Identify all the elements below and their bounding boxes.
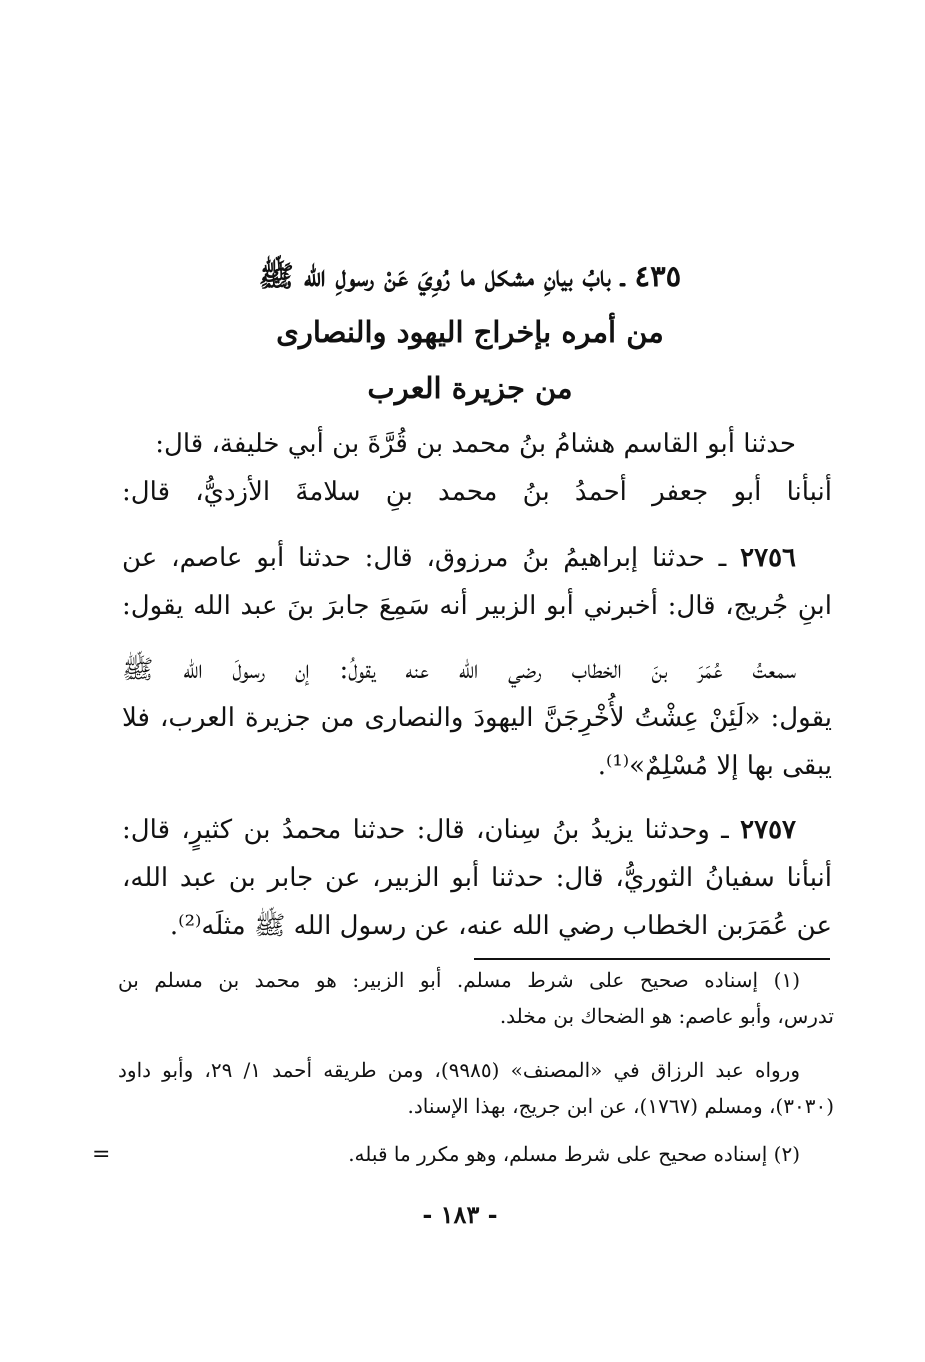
hadith-2756 bbox=[122, 534, 832, 630]
book-isnad bbox=[122, 420, 832, 516]
hadith-2756-line-1 bbox=[122, 534, 832, 582]
matn-2756-line-2: يقول: «لَئِنْ عِشْتُ لأُخْرِجَنَّ اليهودَ والنصارى من جزيرة العرب، فلا bbox=[122, 703, 832, 733]
footnote-1-line-4: (٣٠٣٠)، ومسلم (١٧٦٧)، عن ابن جريج، بهذا الإسناد. bbox=[407, 1094, 834, 1118]
footnote-1-line-3: ورواه عبد الرزاق في «المصنف» (٩٩٨٥)، ومن طريقه أحمد ١/ ٢٩، وأبو داود bbox=[118, 1058, 800, 1082]
hadith-2757-line-1 bbox=[122, 806, 832, 854]
hadith-2757-line-3: عن عُمَرَبن الخطاب رضي الله عنه، عن رسول الله ﷺ مثلَه⁽²⁾. bbox=[169, 911, 832, 941]
hadith-number: ٢٧٥٦ bbox=[740, 543, 796, 573]
hadith-2757 bbox=[122, 806, 832, 950]
footnote-1-line-1: (١) إسناده صحيح على شرط مسلم. أبو الزبير: هو محمد بن مسلم بن bbox=[118, 968, 800, 992]
footnote-1-line-2: تدرس، وأبو عاصم: هو الضحاك بن مخلد. bbox=[499, 1004, 834, 1028]
footnote-2-line-1: (٢) إسناده صحيح على شرط مسلم، وهو مكرر ما قبله. bbox=[348, 1142, 800, 1166]
footnote-2 bbox=[118, 1136, 834, 1172]
chapter-title-line-3: من جزيرة العرب bbox=[367, 371, 573, 405]
page-number: - ١٨٣ - bbox=[422, 1200, 498, 1229]
hadith-2757-line-1-text: ـ وحدثنا يزيدُ بنُ سِنان، قال: حدثنا محمدُ بن كثيرٍ، قال: bbox=[122, 815, 741, 845]
footnote-1-continued bbox=[118, 1052, 834, 1124]
hadith-2756-line-1-text: ـ حدثنا إبراهيمُ بنُ مرزوق، قال: حدثنا أبو عاصم، عن bbox=[122, 543, 741, 573]
matn-2756-line-1: سمعتُ عُمَرَ بنَ الخطاب رضي الله عنه يقولُ: إن رسولَ الله ﷺ bbox=[122, 655, 796, 685]
hadith-2756-line-2: ابنِ جُريج، قال: أخبرني أبو الزبير أنه سَمِعَ جابرَ بنَ عبد الله يقول: bbox=[122, 591, 832, 621]
hadith-2757-line-2: أنبأنا سفيانُ الثوريُّ، قال: حدثنا أبو الزبير، عن جابر بن عبد الله، bbox=[122, 863, 832, 893]
matn-2756-line-3: يبقى بها إلا مُسْلِمٌ»⁽¹⁾. bbox=[597, 751, 832, 781]
continuation-mark: = bbox=[92, 1142, 111, 1167]
isnad-line-2: أنبأنا أبو جعفر أحمدُ بنُ محمد بنِ سلامةَ الأزديُّ، قال: bbox=[122, 477, 832, 507]
isnad-line-1: حدثنا أبو القاسم هشامُ بنُ محمد بن قُرَّةَ بن أبي خليفة، قال: bbox=[155, 429, 796, 459]
chapter-title-line-2: من أمره بإخراج اليهود والنصارى bbox=[276, 315, 664, 349]
footnote-separator bbox=[474, 958, 830, 960]
footnote-1 bbox=[118, 962, 834, 1034]
chapter-title-line-1: ٤٣٥ ـ بابُ بيانِ مشكل ما رُوِيَ عَنْ رسولِ الله ﷺ bbox=[258, 259, 682, 293]
hadith-number: ٢٧٥٧ bbox=[740, 815, 796, 845]
matn-2756 bbox=[122, 646, 832, 790]
